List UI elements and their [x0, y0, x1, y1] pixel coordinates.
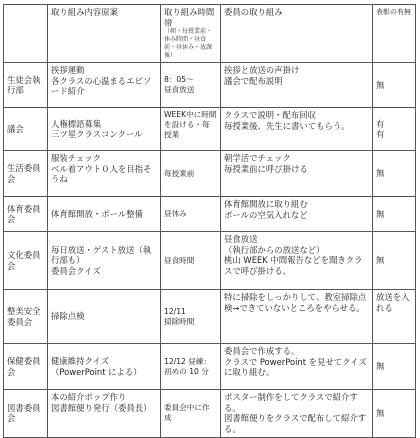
committee-name: 図書委員会: [4, 390, 48, 437]
award-cell: 有 有: [373, 108, 416, 151]
staff-cell: 挨拶と放送の声掛け 議会で配布説明: [221, 63, 373, 108]
committee-name: 生活委員会: [4, 151, 48, 197]
time-cell: 12/11 掃除時間: [161, 290, 221, 344]
staff-cell: 朝学活でチェック 毎授業前に呼び掛ける: [221, 151, 373, 197]
header-time-note: （朝・每授業前・休み時間・昼食前・昼休み・放課後）: [164, 28, 213, 60]
header-time: [161, 5, 221, 63]
committee-name: 議会: [4, 108, 48, 151]
time-cell: 委員会中に作成: [161, 390, 221, 437]
table-row: [4, 197, 416, 232]
header-row: [4, 5, 416, 63]
content-cell: 本の紹介ポップ作り 図書館便り発行（委員長）: [48, 390, 161, 437]
content-cell: 毎日放送・ゲスト放送（執行部も） 委員会クイズ: [48, 232, 161, 290]
staff-cell: 昼食放送 （執行部からの放送など） 桃山 WEEK 中間報告などを聞きクラスで呼び掛ける。: [221, 232, 373, 290]
award-cell: 無: [373, 151, 416, 197]
table-row: [4, 390, 416, 437]
staff-cell: ポスター制作をしてクラスで紹介する。 図書館便りをクラスで配布して紹介する。: [221, 390, 373, 437]
staff-cell: 特に掃除をしっかりして、教室掃除点検→できていないところをやらせる。: [221, 290, 373, 344]
committee-name: 保健委員会: [4, 344, 48, 390]
award-cell: 無: [373, 63, 416, 108]
header-time-title: 取り組み時間帯: [164, 7, 215, 28]
content-cell: 挨拶運動 各クラスの心温まるエピソード紹介: [48, 63, 161, 108]
header-content: 取り組み内容原案: [48, 5, 161, 63]
header-staff: 委員の取り組み: [221, 5, 373, 63]
committee-name: 体育委員会: [4, 197, 48, 232]
content-cell: 掃除点検: [48, 290, 161, 344]
staff-cell: 体育館開放に取り組む ボールの空気入れなど: [221, 197, 373, 232]
table-row: [4, 151, 416, 197]
table-row: [4, 108, 416, 151]
committee-name: 文化委員会: [4, 232, 48, 290]
award-cell: 無: [373, 232, 416, 290]
header-award: 表彰の有無: [373, 5, 416, 63]
time-cell: 12/12 昼練：初めの 10 分: [161, 344, 221, 390]
table-row: [4, 344, 416, 390]
time-cell: 每授業前: [161, 151, 221, 197]
header-committee: [4, 5, 48, 63]
award-cell: 無: [373, 344, 416, 390]
award-cell: 無: [373, 390, 416, 437]
award-cell: 無: [373, 197, 416, 232]
staff-cell: クラスで説明・配布回収 毎授業後、先生に書いてもらう。: [221, 108, 373, 151]
content-cell: 健康維持クイズ （PowerPoint による）: [48, 344, 161, 390]
time-cell: 昼食時間: [161, 232, 221, 290]
time-cell: 昼休み: [161, 197, 221, 232]
committee-name: 整美安全委員会: [4, 290, 48, 344]
table-row: [4, 232, 416, 290]
content-cell: 体育館開放・ボール整備: [48, 197, 161, 232]
staff-cell: 委員会で作成する。 クラスで PowerPoint を見せてクイズに取り組む。: [221, 344, 373, 390]
table-row: [4, 63, 416, 108]
committee-name: 生徒会執行部: [4, 63, 48, 108]
award-cell: 放送を入れる: [373, 290, 416, 344]
committee-table: [3, 4, 416, 438]
content-cell: 人権標語募集 三ツ星クラスコンクール: [48, 108, 161, 151]
content-cell: 服装チェック ベル着アウト０人を目指そうね: [48, 151, 161, 197]
time-cell: WEEK中に時間を設ける・每授業: [161, 108, 221, 151]
table-row: [4, 290, 416, 344]
time-cell: 8：05～ 昼食放送: [161, 63, 221, 108]
